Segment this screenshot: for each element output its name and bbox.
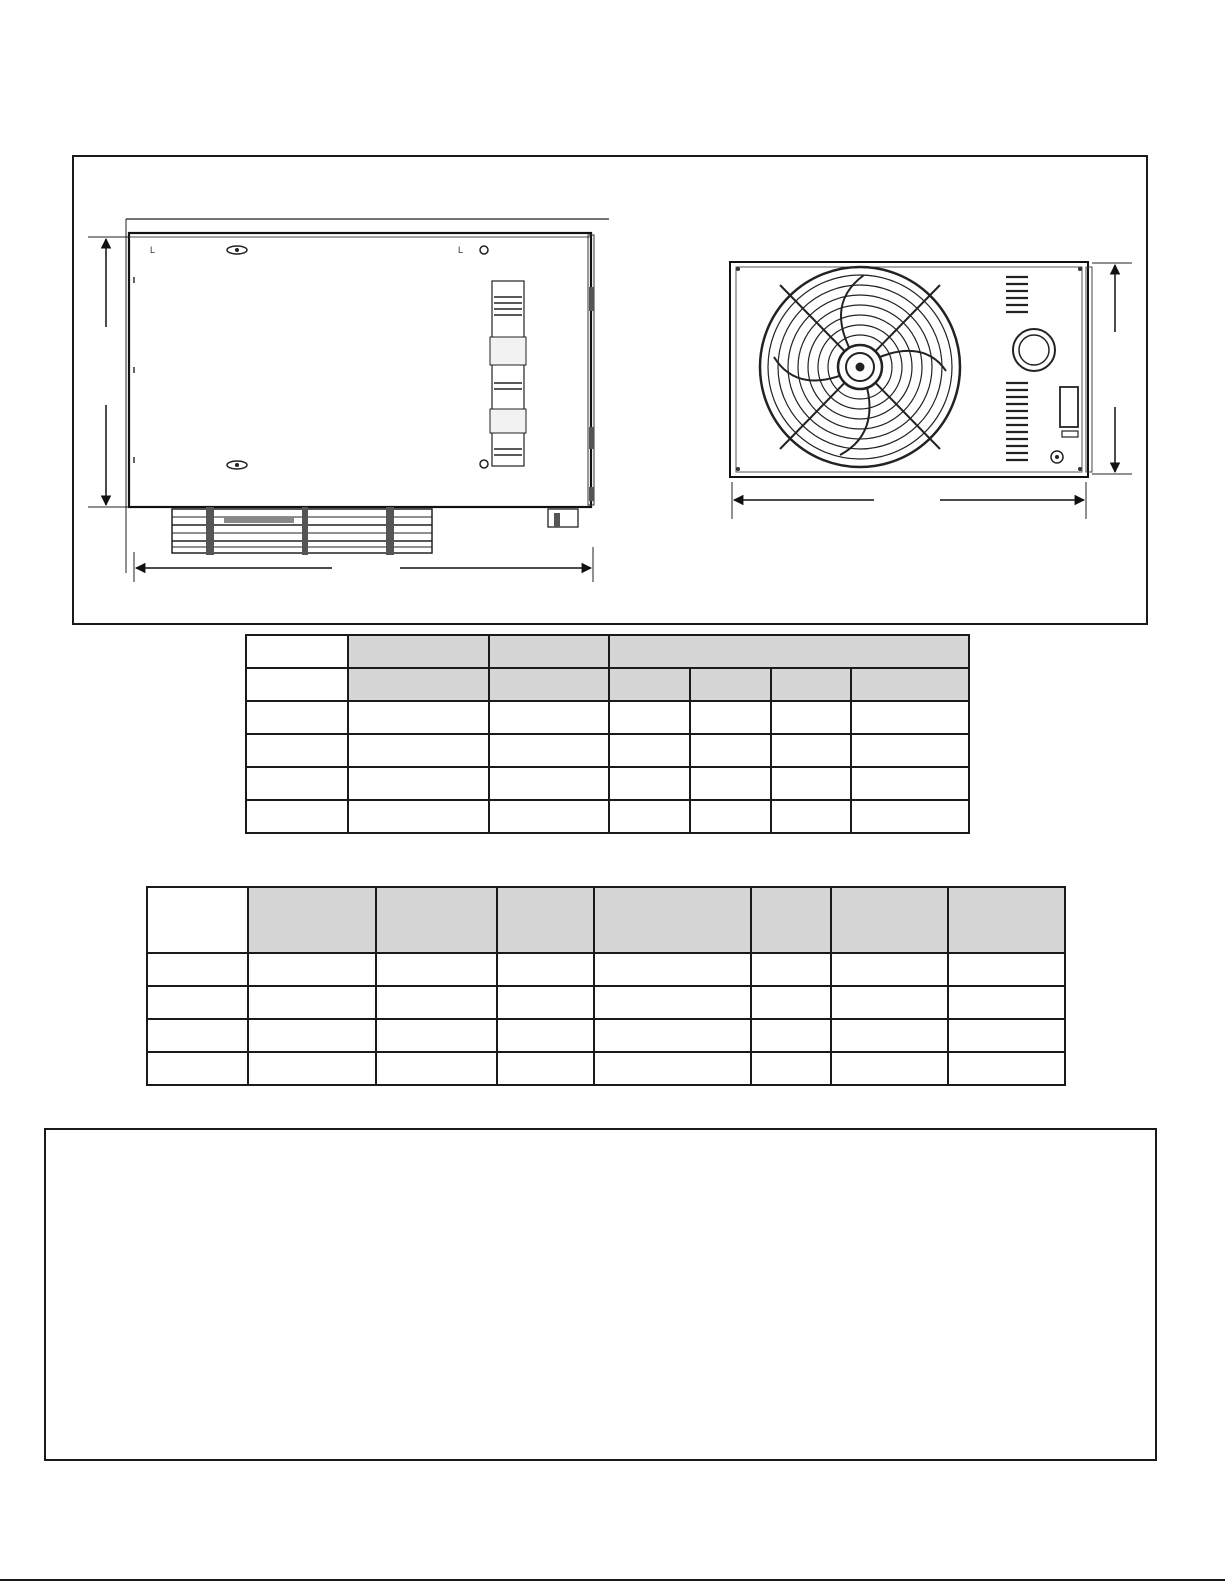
table-cell: [497, 953, 594, 986]
table-row: [246, 734, 969, 767]
table-row: [246, 800, 969, 833]
side-view-unit: [88, 219, 609, 582]
table-cell: [489, 800, 609, 833]
table-cell: [376, 1052, 497, 1085]
table-cell: [376, 1019, 497, 1052]
table-cell: [948, 986, 1065, 1019]
table-cell: [497, 1052, 594, 1085]
table-cell: [376, 986, 497, 1019]
table-cell: [497, 986, 594, 1019]
table-cell: [851, 767, 969, 800]
table-cell: [690, 767, 771, 800]
table-header-row: [246, 635, 969, 668]
header-cell: [831, 887, 948, 953]
header-cell: [594, 887, 751, 953]
table-cell: [831, 1019, 948, 1052]
header-cell: [348, 668, 489, 701]
table-cell: [690, 734, 771, 767]
header-cell: [690, 668, 771, 701]
table-cell: [609, 767, 690, 800]
table-cell: [497, 1019, 594, 1052]
table-cell: [771, 767, 851, 800]
table-cell: [594, 1019, 751, 1052]
table-subheader-row: [246, 668, 969, 701]
dimension-diagram: [74, 157, 1146, 623]
header-cell: [489, 635, 609, 668]
table-cell: [690, 701, 771, 734]
table-cell: [594, 986, 751, 1019]
table-cell: [609, 800, 690, 833]
table-cell: [489, 701, 609, 734]
header-cell: [246, 668, 348, 701]
table-row: [147, 1052, 1065, 1085]
specifications-table: [146, 886, 1066, 1086]
header-cell: [609, 635, 969, 668]
table-cell: [771, 800, 851, 833]
table-cell: [147, 953, 248, 986]
table-row: [246, 767, 969, 800]
footer-rule: [0, 1579, 1225, 1581]
header-cell: [771, 668, 851, 701]
table-cell: [771, 734, 851, 767]
svg-text:L: L: [458, 245, 464, 255]
table-cell: [831, 986, 948, 1019]
table-cell: [751, 1052, 831, 1085]
table-cell: [751, 1019, 831, 1052]
table-header-row: [147, 887, 1065, 953]
table-row: [147, 1019, 1065, 1052]
fan-shroud: [172, 507, 432, 555]
table-cell: [594, 1052, 751, 1085]
table-cell: [376, 953, 497, 986]
table-cell: [771, 701, 851, 734]
front-view-unit: [730, 262, 1132, 519]
header-cell: [376, 887, 497, 953]
table-cell: [751, 986, 831, 1019]
table-cell: [246, 800, 348, 833]
table-cell: [851, 734, 969, 767]
table-cell: [609, 701, 690, 734]
dimension-diagram-frame: [72, 155, 1148, 625]
table-cell: [851, 800, 969, 833]
table-cell: [348, 734, 489, 767]
table-cell: [948, 1052, 1065, 1085]
table-cell: [248, 953, 376, 986]
table-cell: [751, 953, 831, 986]
table-cell: [851, 701, 969, 734]
dimensions-table: [245, 634, 970, 834]
header-cell: [497, 887, 594, 953]
notes-box: [44, 1128, 1157, 1461]
table-cell: [948, 953, 1065, 986]
header-cell: [751, 887, 831, 953]
header-cell: [851, 668, 969, 701]
table-cell: [609, 734, 690, 767]
table-cell: [831, 1052, 948, 1085]
table-cell: [489, 734, 609, 767]
table-cell: [690, 800, 771, 833]
header-cell: [246, 635, 348, 668]
header-cell: [609, 668, 690, 701]
table-cell: [147, 986, 248, 1019]
header-cell: [147, 887, 248, 953]
table-cell: [348, 767, 489, 800]
table-cell: [248, 1052, 376, 1085]
table-cell: [348, 800, 489, 833]
table-cell: [147, 1052, 248, 1085]
table-cell: [348, 701, 489, 734]
table-cell: [246, 767, 348, 800]
table-cell: [489, 767, 609, 800]
header-cell: [348, 635, 489, 668]
table-cell: [147, 1019, 248, 1052]
table-cell: [831, 953, 948, 986]
table-row: [147, 986, 1065, 1019]
table-cell: [246, 701, 348, 734]
header-cell: [948, 887, 1065, 953]
header-cell: [248, 887, 376, 953]
table-row: [246, 701, 969, 734]
table-cell: [948, 1019, 1065, 1052]
header-cell: [489, 668, 609, 701]
table-cell: [246, 734, 348, 767]
svg-text:L: L: [150, 245, 156, 255]
table-row: [147, 953, 1065, 986]
table-cell: [248, 1019, 376, 1052]
table-cell: [248, 986, 376, 1019]
table-cell: [594, 953, 751, 986]
